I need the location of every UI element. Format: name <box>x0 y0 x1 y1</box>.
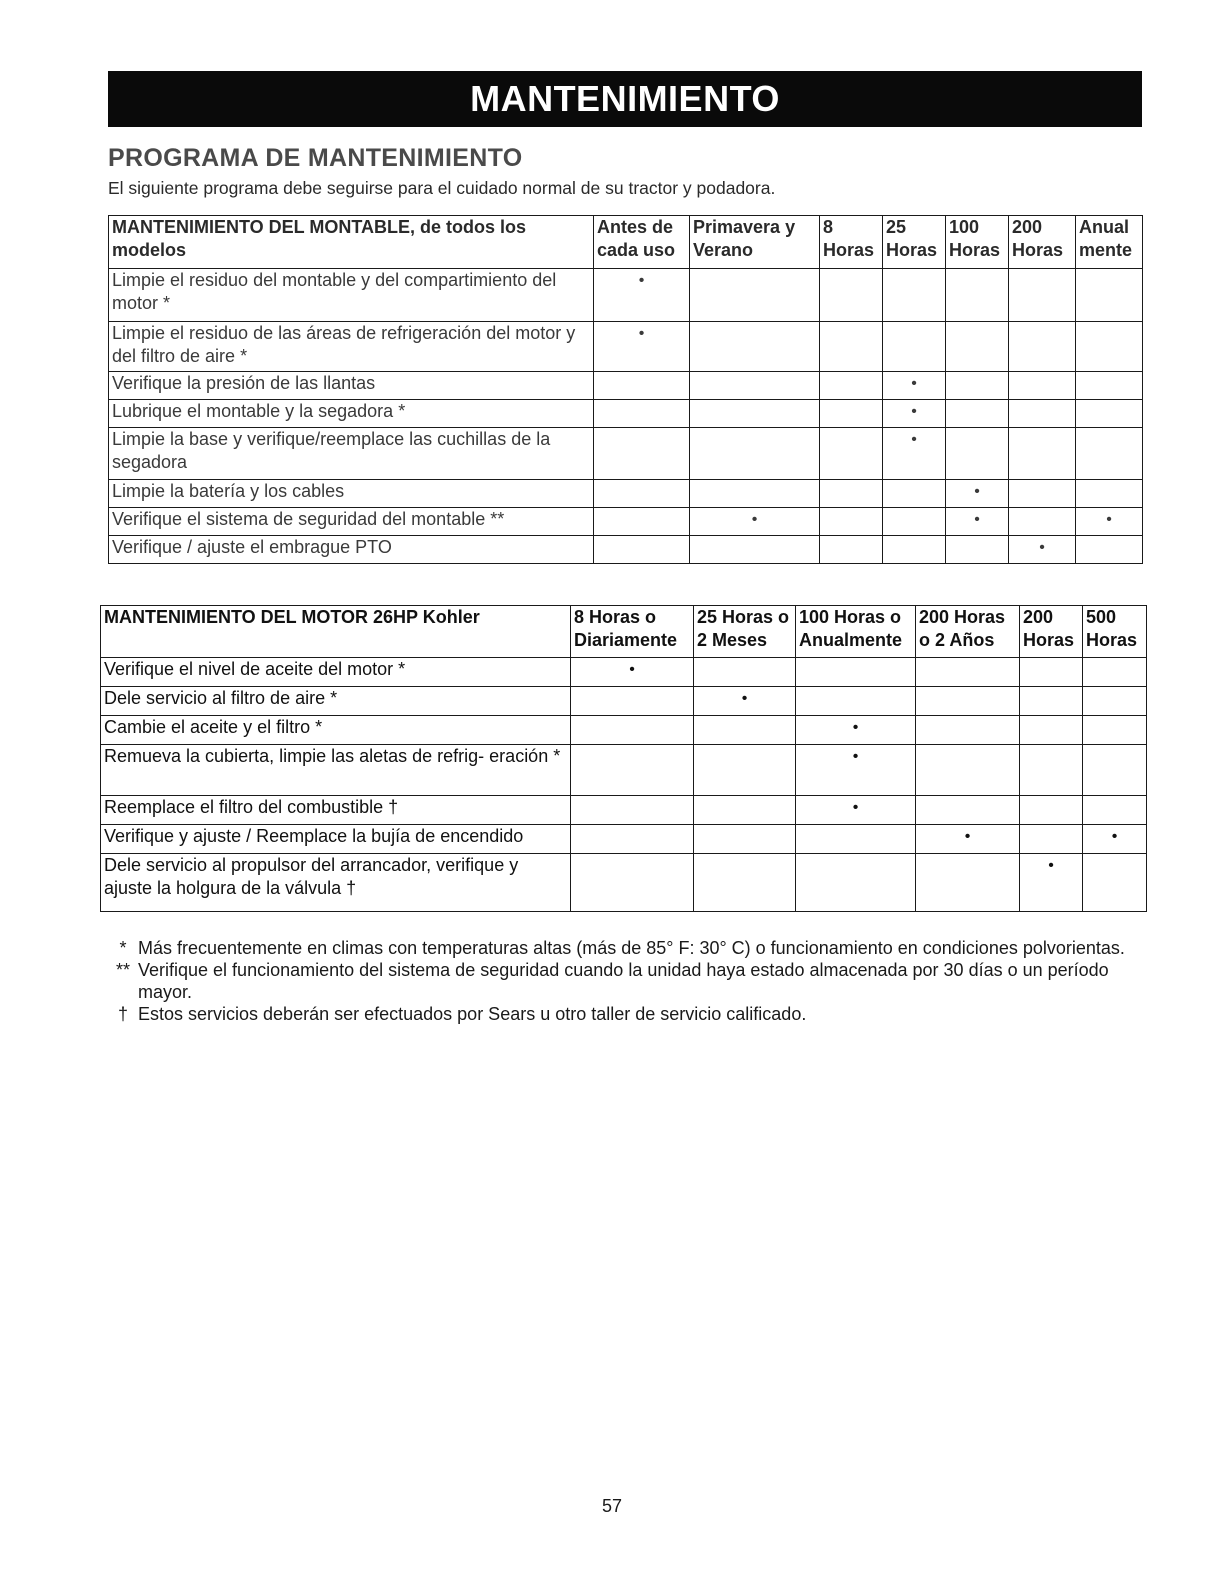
footnote <box>108 1003 1148 1025</box>
task-cell: Limpie la batería y los cables <box>109 480 594 508</box>
interval-mark-cell: • <box>1009 536 1076 564</box>
task-cell: Reemplace el filtro del combustible † <box>101 796 571 825</box>
engine-table-body <box>101 658 1147 912</box>
interval-mark-cell <box>690 372 820 400</box>
interval-mark-cell <box>594 372 690 400</box>
interval-mark-cell <box>820 428 883 480</box>
table-row <box>101 854 1147 912</box>
interval-mark-cell <box>571 825 694 854</box>
interval-mark-cell <box>1009 372 1076 400</box>
interval-mark-cell <box>946 269 1009 322</box>
task-cell: Remueva la cubierta, limpie las aletas de refrig- eración * <box>101 745 571 796</box>
interval-mark-cell <box>694 796 796 825</box>
task-cell: Limpie el residuo de las áreas de refrigeración del motor y del filtro de aire * <box>109 322 594 372</box>
task-cell: Lubrique el montable y la segadora * <box>109 400 594 428</box>
table-row <box>109 428 1143 480</box>
interval-mark-cell: • <box>916 825 1020 854</box>
interval-mark-cell <box>1076 372 1143 400</box>
interval-mark-cell: • <box>796 796 916 825</box>
interval-mark-cell <box>1009 400 1076 428</box>
interval-mark-cell <box>946 428 1009 480</box>
interval-mark-cell <box>571 687 694 716</box>
tractor-col-header: 8 Horas <box>820 216 883 269</box>
interval-mark-cell <box>1076 480 1143 508</box>
engine-table-heading: MANTENIMIENTO DEL MOTOR 26HP Kohler <box>101 606 571 658</box>
interval-mark-cell <box>594 480 690 508</box>
interval-mark-cell: • <box>571 658 694 687</box>
interval-mark-cell <box>883 322 946 372</box>
engine-col-header: 200 Horas <box>1020 606 1083 658</box>
interval-mark-cell <box>820 536 883 564</box>
interval-mark-cell <box>1083 716 1147 745</box>
interval-mark-cell: • <box>690 508 820 536</box>
interval-mark-cell <box>594 536 690 564</box>
interval-mark-cell <box>690 400 820 428</box>
interval-mark-cell <box>820 372 883 400</box>
interval-mark-cell: • <box>883 428 946 480</box>
interval-mark-cell <box>916 716 1020 745</box>
interval-mark-cell <box>690 428 820 480</box>
interval-mark-cell <box>694 745 796 796</box>
interval-mark-cell <box>694 716 796 745</box>
tractor-col-header: Primavera y Verano <box>690 216 820 269</box>
engine-col-header: 100 Horas o Anualmente <box>796 606 916 658</box>
interval-mark-cell <box>1020 687 1083 716</box>
interval-mark-cell <box>690 536 820 564</box>
table-row <box>109 372 1143 400</box>
interval-mark-cell <box>690 322 820 372</box>
table-row <box>101 687 1147 716</box>
table-row <box>101 745 1147 796</box>
interval-mark-cell <box>796 854 916 912</box>
table-row <box>109 269 1143 322</box>
interval-mark-cell <box>883 480 946 508</box>
interval-mark-cell <box>1020 716 1083 745</box>
interval-mark-cell <box>1020 825 1083 854</box>
table-row <box>101 716 1147 745</box>
interval-mark-cell <box>796 687 916 716</box>
footnote-symbol: ** <box>115 960 130 980</box>
interval-mark-cell <box>1020 745 1083 796</box>
interval-mark-cell <box>1083 854 1147 912</box>
footnote-text: Más frecuentemente en climas con temperaturas altas (más de 85° F: 30° C) o funcionamiento en condiciones polvorientas. <box>138 938 1125 958</box>
table-row <box>109 322 1143 372</box>
interval-mark-cell <box>820 480 883 508</box>
section-title: PROGRAMA DE MANTENIMIENTO <box>108 144 523 172</box>
engine-col-header: 8 Horas o Diariamente <box>571 606 694 658</box>
interval-mark-cell <box>571 796 694 825</box>
interval-mark-cell: • <box>883 400 946 428</box>
interval-mark-cell <box>1009 480 1076 508</box>
table-row <box>109 400 1143 428</box>
interval-mark-cell <box>690 269 820 322</box>
tractor-table-body <box>109 269 1143 564</box>
interval-mark-cell: • <box>946 480 1009 508</box>
table-row <box>109 508 1143 536</box>
interval-mark-cell: • <box>694 687 796 716</box>
task-cell: Verifique la presión de las llantas <box>109 372 594 400</box>
interval-mark-cell <box>571 745 694 796</box>
interval-mark-cell <box>1076 269 1143 322</box>
interval-mark-cell <box>1083 687 1147 716</box>
interval-mark-cell: • <box>594 269 690 322</box>
task-cell: Dele servicio al propulsor del arrancador, verifique y ajuste la holgura de la válvula † <box>101 854 571 912</box>
interval-mark-cell <box>694 825 796 854</box>
interval-mark-cell <box>1076 428 1143 480</box>
footnote-text: Verifique el funcionamiento del sistema de seguridad cuando la unidad haya estado almacenada por 30 días o un período mayor. <box>138 960 1109 1002</box>
tractor-col-header: 200 Horas <box>1009 216 1076 269</box>
task-cell: Verifique / ajuste el embrague PTO <box>109 536 594 564</box>
interval-mark-cell <box>1076 536 1143 564</box>
interval-mark-cell <box>883 269 946 322</box>
footnote-text: Estos servicios deberán ser efectuados por Sears u otro taller de servicio calificado. <box>138 1004 807 1024</box>
interval-mark-cell <box>796 658 916 687</box>
interval-mark-cell <box>1009 508 1076 536</box>
intro-text: El siguiente programa debe seguirse para el cuidado normal de su tractor y podadora. <box>108 178 776 198</box>
page-banner: MANTENIMIENTO <box>108 71 1142 127</box>
task-cell: Verifique el sistema de seguridad del montable ** <box>109 508 594 536</box>
interval-mark-cell <box>946 536 1009 564</box>
interval-mark-cell <box>1009 322 1076 372</box>
footnote <box>108 959 1148 1003</box>
tractor-table-heading: MANTENIMIENTO DEL MONTABLE, de todos los modelos <box>109 216 594 269</box>
task-cell: Verifique y ajuste / Reemplace la bujía de encendido <box>101 825 571 854</box>
interval-mark-cell <box>690 480 820 508</box>
table-row <box>101 796 1147 825</box>
task-cell: Dele servicio al filtro de aire * <box>101 687 571 716</box>
interval-mark-cell <box>916 854 1020 912</box>
interval-mark-cell <box>946 322 1009 372</box>
interval-mark-cell <box>820 508 883 536</box>
engine-col-header: 500 Horas <box>1083 606 1147 658</box>
task-cell: Limpie el residuo del montable y del compartimiento del motor * <box>109 269 594 322</box>
interval-mark-cell: • <box>883 372 946 400</box>
interval-mark-cell <box>1009 428 1076 480</box>
interval-mark-cell <box>1020 796 1083 825</box>
tractor-col-header: 100 Horas <box>946 216 1009 269</box>
interval-mark-cell <box>916 687 1020 716</box>
tractor-maintenance-table <box>108 215 1143 564</box>
interval-mark-cell: • <box>796 716 916 745</box>
interval-mark-cell: • <box>594 322 690 372</box>
task-cell: Verifique el nivel de aceite del motor * <box>101 658 571 687</box>
interval-mark-cell <box>883 536 946 564</box>
interval-mark-cell: • <box>1083 825 1147 854</box>
interval-mark-cell <box>1076 400 1143 428</box>
interval-mark-cell <box>916 745 1020 796</box>
interval-mark-cell <box>883 508 946 536</box>
footnote-symbol: * <box>119 938 127 958</box>
page-number: 57 <box>601 1496 623 1516</box>
interval-mark-cell <box>820 322 883 372</box>
table-row <box>109 480 1143 508</box>
footnote-symbol: † <box>117 1004 128 1024</box>
interval-mark-cell <box>916 658 1020 687</box>
interval-mark-cell <box>1083 796 1147 825</box>
interval-mark-cell <box>946 400 1009 428</box>
interval-mark-cell <box>594 400 690 428</box>
interval-mark-cell <box>946 372 1009 400</box>
interval-mark-cell <box>571 716 694 745</box>
table-row <box>101 825 1147 854</box>
table-row <box>101 658 1147 687</box>
interval-mark-cell <box>1009 269 1076 322</box>
footnotes <box>108 937 1148 1025</box>
interval-mark-cell <box>820 269 883 322</box>
interval-mark-cell <box>1083 658 1147 687</box>
engine-col-header: 25 Horas o 2 Meses <box>694 606 796 658</box>
interval-mark-cell <box>594 428 690 480</box>
interval-mark-cell <box>1020 658 1083 687</box>
interval-mark-cell <box>594 508 690 536</box>
engine-maintenance-table <box>100 605 1147 912</box>
interval-mark-cell: • <box>1020 854 1083 912</box>
tractor-col-header: Anual mente <box>1076 216 1143 269</box>
interval-mark-cell: • <box>946 508 1009 536</box>
interval-mark-cell <box>694 854 796 912</box>
table-row <box>109 536 1143 564</box>
interval-mark-cell <box>796 825 916 854</box>
interval-mark-cell <box>916 796 1020 825</box>
engine-col-header: 200 Horas o 2 Años <box>916 606 1020 658</box>
interval-mark-cell: • <box>1076 508 1143 536</box>
footnote <box>108 937 1148 959</box>
task-cell: Cambie el aceite y el filtro * <box>101 716 571 745</box>
interval-mark-cell <box>820 400 883 428</box>
interval-mark-cell: • <box>796 745 916 796</box>
interval-mark-cell <box>1083 745 1147 796</box>
interval-mark-cell <box>1076 322 1143 372</box>
interval-mark-cell <box>694 658 796 687</box>
task-cell: Limpie la base y verifique/reemplace las cuchillas de la segadora <box>109 428 594 480</box>
tractor-col-header: Antes de cada uso <box>594 216 690 269</box>
interval-mark-cell <box>571 854 694 912</box>
tractor-col-header: 25 Horas <box>883 216 946 269</box>
